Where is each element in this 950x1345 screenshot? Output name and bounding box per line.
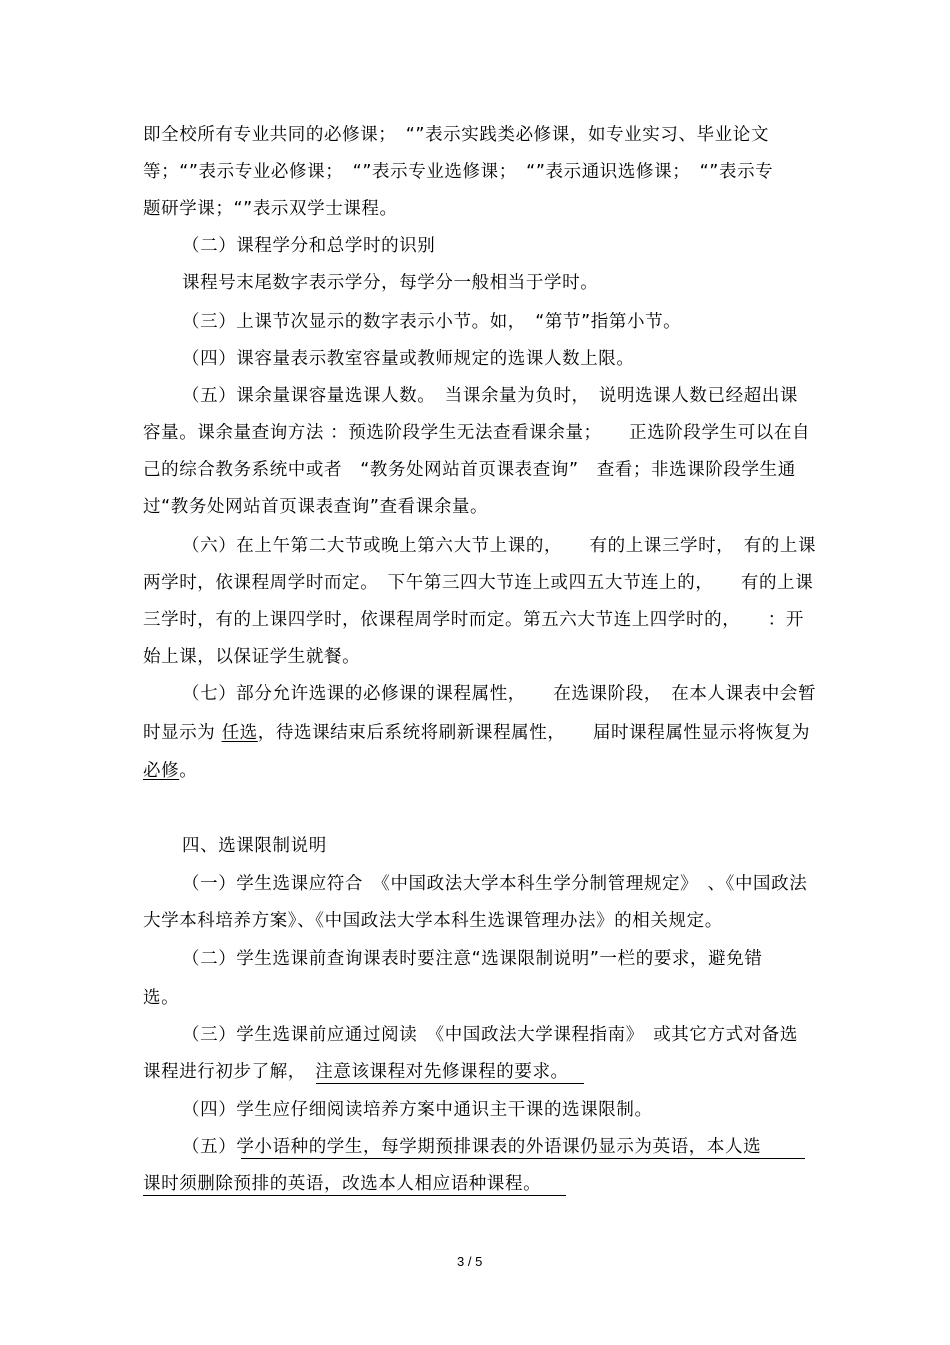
paragraph-line: 两学时，依课程周学时而定。 下午第三四大节连上或四五大节连上的， 有的上课 [143, 573, 814, 593]
text-run: （五） [182, 1137, 237, 1157]
text-run: 。 [179, 761, 198, 781]
paragraph-line: 始上课，以保证学生就餐。 [143, 647, 361, 667]
paragraph-line: （二）学生选课前查询课表时要注意“选课限制说明”一栏的要求，避免错 [182, 949, 763, 969]
paragraph-line: （四）学生应仔细阅读培养方案中通识主干课的选课限制。 [182, 1100, 653, 1120]
paragraph-line: 三学时，有的上课四学时，依课程周学时而定。第五六大节连上四学时的， ：开 [143, 610, 804, 630]
underlined-term: 任选 [221, 723, 258, 743]
paragraph-line: 大学本科培养方案》、《中国政法大学本科生选课管理办法》的相关规定。 [143, 911, 723, 931]
paragraph-line: 等；“”表示专业必修课； “”表示专业选修课； “”表示通识选修课； “”表示专 [143, 162, 774, 182]
paragraph-line [143, 722, 810, 744]
text-run: ，待选课结束后系统将刷新课程属性， 届时课程属性显示将恢复为 [257, 723, 811, 743]
paragraph-line [143, 760, 197, 782]
underlined-text: 课时须删除预排的英语，改选本人相应语种课程。 [143, 1174, 542, 1194]
subsection-heading: （二）课程学分和总学时的识别 [182, 236, 436, 256]
page-number: 3 / 5 [457, 1254, 483, 1269]
paragraph-line: （一）学生选课应符合 《中国政法大学本科生学分制管理规定》 、《中国政法 [182, 874, 808, 894]
text-run: 时显示为 [143, 723, 222, 743]
underline-rule [316, 1083, 584, 1084]
underlined-text: 学小语种的学生，每学期预排课表的外语课仍显示为英语，本人选 [236, 1137, 762, 1157]
paragraph-line: （五）课余量课容量选课人数。 当课余量为负时， 说明选课人数已经超出课 [182, 386, 798, 406]
paragraph-line: 题研学课；“”表示双学士课程。 [143, 199, 398, 219]
paragraph-line [143, 1061, 569, 1083]
paragraph-line [143, 1173, 541, 1195]
paragraph-line: （六）在上午第二大节或晚上第六大节上课的， 有的上课三学时， 有的上课 [182, 536, 817, 556]
paragraph-line: （七）部分允许选课的必修课的课程属性， 在选课阶段， 在本人课表中会暂 [182, 684, 817, 704]
paragraph-line: （四）课容量表示教室容量或教师规定的选课人数上限。 [182, 349, 635, 369]
paragraph-line: 即全校所有专业共同的必修课； “”表示实践类必修课，如专业实习、毕业论文 [143, 125, 769, 145]
paragraph-line [182, 1136, 761, 1158]
paragraph-line: 课程号末尾数字表示学分，每学分一般相当于学时。 [182, 273, 599, 293]
underlined-text: 注意该课程对先修课程的要求。 [315, 1062, 569, 1082]
paragraph-line: （三）学生选课前应通过阅读 《中国政法大学课程指南》 或其它方式对备选 [182, 1025, 798, 1045]
paragraph-line: 选。 [143, 988, 180, 1008]
paragraph-line: 己的综合教务系统中或者 “教务处网站首页课表查询” 查看；非选课阶段学生通 [143, 460, 796, 480]
underline-rule [241, 1158, 805, 1159]
section-heading: 四、选课限制说明 [182, 836, 327, 856]
text-run: 课程进行初步了解， [143, 1062, 316, 1082]
paragraph-line: 过“教务处网站首页课表查询”查看课余量。 [143, 497, 489, 517]
paragraph-line: （三）上课节次显示的数字表示小节。如， “第节”指第小节。 [182, 312, 682, 332]
paragraph-line: 容量。课余量查询方法 ：预选阶段学生无法查看课余量； 正选阶段学生可以在自 [143, 423, 811, 443]
underline-rule [143, 1195, 566, 1196]
underlined-term: 必修 [143, 761, 180, 781]
